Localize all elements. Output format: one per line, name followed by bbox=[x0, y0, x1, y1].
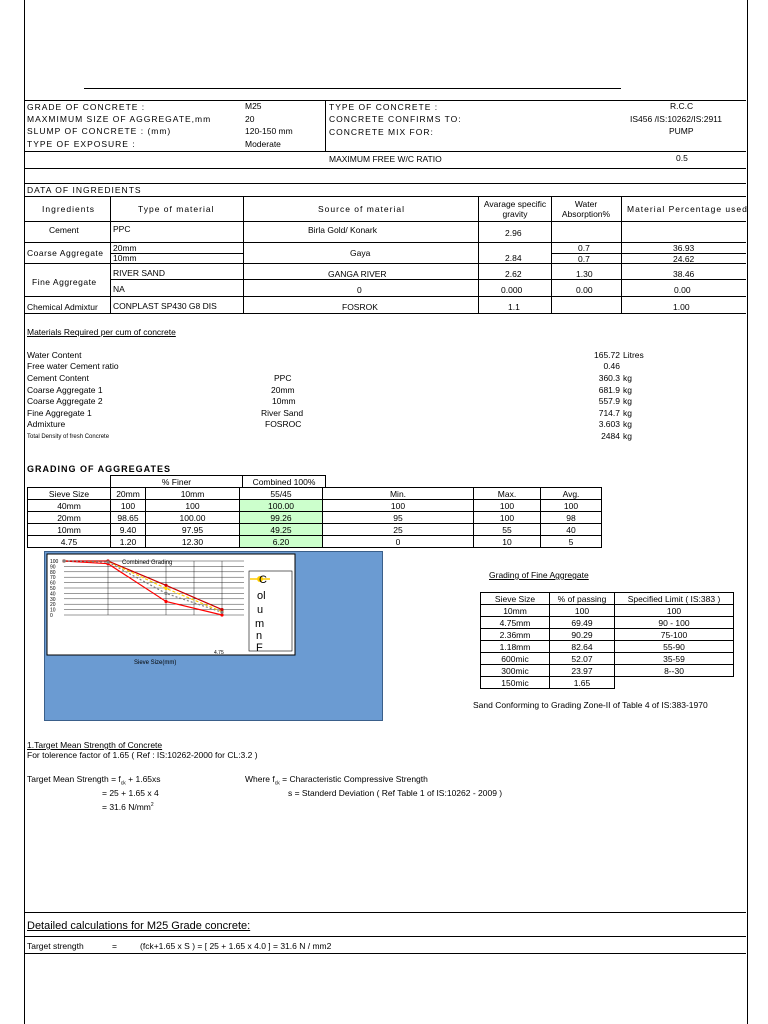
cell: 20mm bbox=[28, 512, 111, 524]
mat-mid: River Sand bbox=[261, 408, 304, 418]
cell: 55-90 bbox=[615, 641, 734, 653]
cell: 100 bbox=[474, 512, 541, 524]
ing-head-sg: Avarage specific gravity bbox=[483, 199, 547, 219]
fine-split-rule bbox=[110, 279, 746, 280]
fine-head: % of passing bbox=[550, 593, 615, 605]
cell: 600mic bbox=[481, 653, 550, 665]
exposure-label: TYPE OF EXPOSURE : bbox=[27, 139, 136, 149]
col-rule-4 bbox=[551, 196, 552, 313]
cell: 10mm bbox=[481, 605, 550, 617]
target-sd: s = Standerd Deviation ( Ref Table 1 of IS:10262 - 2009 ) bbox=[288, 788, 503, 798]
target-where bbox=[245, 774, 428, 789]
fine-row-rule bbox=[24, 296, 746, 297]
materials-title: Materials Required per cum of concrete bbox=[27, 327, 176, 337]
admix-row-rule bbox=[24, 313, 746, 314]
table-row bbox=[481, 617, 734, 629]
table-row bbox=[481, 653, 734, 665]
admix-source: FOSROK bbox=[342, 302, 378, 312]
ingredients-head-rule bbox=[24, 221, 746, 222]
target-result-value: = 31.6 N/mm bbox=[102, 801, 151, 812]
fine-abs: 1.30 bbox=[576, 269, 593, 279]
y-tick-label: 40 bbox=[50, 591, 56, 598]
cell: 69.49 bbox=[550, 617, 615, 629]
cell: 100 bbox=[550, 605, 615, 617]
fine-note: Sand Conforming to Grading Zone-II of Table 4 of IS:383-1970 bbox=[473, 700, 708, 710]
cell: 4.75mm bbox=[481, 617, 550, 629]
cement-name: Cement bbox=[49, 225, 79, 235]
slump-label: SLUMP OF CONCRETE : (mm) bbox=[27, 126, 172, 136]
target-calc: = 25 + 1.65 x 4 bbox=[102, 788, 159, 798]
cell: 300mic bbox=[481, 665, 550, 677]
cell: 5 bbox=[541, 536, 602, 548]
grading-head: 20mm bbox=[111, 488, 146, 500]
cell: 100 bbox=[474, 500, 541, 512]
mat-unit: kg bbox=[623, 419, 632, 429]
chart-title: Combined Grading bbox=[122, 560, 173, 566]
table-row bbox=[481, 665, 734, 677]
mat-value: 681.9 bbox=[598, 385, 620, 395]
wc-label: MAXIMUM FREE W/C RATIO bbox=[329, 154, 442, 164]
cement-source: Birla Gold/ Konark bbox=[308, 225, 377, 235]
cell: 49.25 bbox=[240, 524, 323, 536]
admix-sg: 1.1 bbox=[508, 302, 520, 312]
cell: 99.26 bbox=[240, 512, 323, 524]
table-row bbox=[28, 512, 602, 524]
data-point bbox=[62, 559, 65, 562]
cell: 6.20 bbox=[240, 536, 323, 548]
data-point bbox=[164, 587, 167, 590]
cell: 100 bbox=[541, 500, 602, 512]
target-formula-b: + 1.65xs bbox=[125, 774, 161, 784]
wc-row-rule bbox=[24, 168, 746, 169]
fine-head: Specified Limit ( IS:383 ) bbox=[615, 593, 734, 605]
cell: 100 bbox=[615, 605, 734, 617]
table-row bbox=[481, 677, 734, 689]
mat-label: Admixture bbox=[27, 419, 66, 429]
mat-label: Free water Cement ratio bbox=[27, 361, 119, 371]
table-row bbox=[28, 500, 602, 512]
cell bbox=[615, 677, 734, 689]
fine-sg-2: 0.000 bbox=[501, 285, 523, 295]
fine-source-2: 0 bbox=[357, 285, 362, 295]
grading-table bbox=[27, 487, 602, 548]
cell: 35-59 bbox=[615, 653, 734, 665]
cell: 2.36mm bbox=[481, 629, 550, 641]
data-point bbox=[220, 611, 223, 614]
cell: 9.40 bbox=[111, 524, 146, 536]
grade-label: GRADE OF CONCRETE : bbox=[27, 102, 146, 112]
detail-top-rule bbox=[24, 912, 746, 913]
confirms-label: CONCRETE CONFIRMS TO: bbox=[329, 114, 462, 124]
cell: 10mm bbox=[28, 524, 111, 536]
y-tick-label: 100 bbox=[50, 559, 59, 565]
cell: 1.18mm bbox=[481, 641, 550, 653]
detail-formula: (fck+1.65 x S ) = [ 25 + 1.65 x 4.0 ] = 31.6 N / mm2 bbox=[140, 941, 332, 951]
coarse-abs-10: 0.7 bbox=[578, 254, 590, 264]
max-agg-value: 20 bbox=[245, 114, 255, 124]
fine-pct-2: 0.00 bbox=[674, 285, 691, 295]
grading-head: Max. bbox=[474, 488, 541, 500]
mat-value: 165.72 bbox=[594, 350, 620, 360]
fine-title: Grading of Fine Aggregate bbox=[489, 570, 589, 580]
cell: 98.65 bbox=[111, 512, 146, 524]
cell: 95 bbox=[323, 512, 474, 524]
mat-label: Coarse Aggregate 2 bbox=[27, 396, 103, 406]
header-divider bbox=[325, 100, 326, 152]
target-formula-sub: ck bbox=[120, 780, 126, 787]
cell: 100 bbox=[146, 500, 240, 512]
ingredients-title: DATA OF INGREDIENTS bbox=[27, 185, 142, 195]
grading-head: 55/45 bbox=[240, 488, 323, 500]
mat-label: Cement Content bbox=[27, 373, 89, 383]
target-result-sup: 2 bbox=[150, 802, 154, 808]
ing-head-ingredients: Ingredients bbox=[42, 204, 96, 214]
data-point bbox=[106, 560, 109, 563]
legend-text: n bbox=[256, 630, 263, 642]
header-top-rule bbox=[24, 100, 746, 101]
cell: 97.95 bbox=[146, 524, 240, 536]
cell: 100 bbox=[111, 500, 146, 512]
data-point bbox=[164, 600, 167, 603]
y-tick-label: 70 bbox=[50, 575, 56, 582]
fine-type-river: RIVER SAND bbox=[113, 268, 165, 278]
target-result bbox=[102, 800, 154, 812]
type-label: TYPE OF CONCRETE : bbox=[329, 102, 439, 112]
ing-head-abs: Water Absorption% bbox=[561, 199, 611, 219]
grade-value: M25 bbox=[245, 101, 262, 111]
cell: 100.00 bbox=[240, 500, 323, 512]
mat-label: Coarse Aggregate 1 bbox=[27, 385, 103, 395]
cement-sg: 2.96 bbox=[505, 228, 522, 238]
mat-value: 714.7 bbox=[598, 408, 620, 418]
legend-text: F bbox=[256, 642, 263, 654]
table-row bbox=[28, 536, 602, 548]
target-title: 1.Target Mean Strength of Concrete bbox=[27, 740, 163, 750]
fine-sg: 2.62 bbox=[505, 269, 522, 279]
cell: 98 bbox=[541, 512, 602, 524]
y-tick-label: 60 bbox=[50, 580, 56, 587]
mat-value: 557.9 bbox=[598, 396, 620, 406]
cell: 1.65 bbox=[550, 677, 615, 689]
col-rule-3 bbox=[478, 196, 479, 313]
cell: 150mic bbox=[481, 677, 550, 689]
grading-head: Sieve Size bbox=[28, 488, 111, 500]
admix-pct: 1.00 bbox=[673, 302, 690, 312]
cell: 1.20 bbox=[111, 536, 146, 548]
mat-label: Total Density of fresh Concrete bbox=[27, 434, 110, 440]
table-row bbox=[481, 641, 734, 653]
target-formula-a: Target Mean Strength = f bbox=[27, 774, 121, 784]
target-where-a: Where f bbox=[245, 774, 275, 784]
mat-label: Water Content bbox=[27, 350, 82, 360]
cell: 12.30 bbox=[146, 536, 240, 548]
mix-for-value: PUMP bbox=[669, 126, 694, 136]
col-rule-2 bbox=[243, 196, 244, 313]
fine-source: GANGA RIVER bbox=[328, 269, 387, 279]
y-tick-label: 80 bbox=[50, 569, 56, 576]
ing-head-pct: Material Percentage used bbox=[627, 204, 748, 214]
mat-value: 3.603 bbox=[598, 419, 620, 429]
col-rule-1 bbox=[110, 196, 111, 313]
data-point bbox=[164, 592, 167, 595]
mat-mid: PPC bbox=[274, 373, 292, 383]
y-tick-label: 20 bbox=[50, 602, 56, 609]
cell: 55 bbox=[474, 524, 541, 536]
cell: 40 bbox=[541, 524, 602, 536]
mat-value: 0.46 bbox=[603, 361, 620, 371]
coarse-sg: 2.84 bbox=[505, 253, 522, 263]
data-point bbox=[164, 584, 167, 587]
cell: 90 - 100 bbox=[615, 617, 734, 629]
coarse-pct-20: 36.93 bbox=[673, 243, 695, 253]
fine-abs-2: 0.00 bbox=[576, 285, 593, 295]
mat-mid: 10mm bbox=[272, 396, 296, 406]
grading-head: Avg. bbox=[541, 488, 602, 500]
coarse-row-rule bbox=[24, 263, 746, 264]
mat-unit: Litres bbox=[623, 350, 644, 360]
grading-chart bbox=[44, 551, 382, 721]
fine-table bbox=[480, 592, 734, 689]
mat-label: Fine Aggregate 1 bbox=[27, 408, 92, 418]
legend-text: u bbox=[257, 604, 264, 616]
cell: 40mm bbox=[28, 500, 111, 512]
mat-unit: kg bbox=[623, 396, 632, 406]
cell: 52.07 bbox=[550, 653, 615, 665]
y-tick-label: 0 bbox=[50, 613, 53, 619]
wc-value: 0.5 bbox=[676, 153, 688, 163]
detail-mid-rule bbox=[24, 936, 746, 937]
cell: 100.00 bbox=[146, 512, 240, 524]
detail-title: Detailed calculations for M25 Grade concrete: bbox=[27, 920, 251, 932]
cement-type: PPC bbox=[113, 224, 131, 234]
chart-xlabel: Sieve Size(mm) bbox=[134, 660, 177, 666]
type-value: R.C.C bbox=[670, 101, 694, 111]
mat-mid: FOSROC bbox=[265, 419, 302, 429]
table-row bbox=[481, 629, 734, 641]
target-where-sub: ck bbox=[274, 780, 280, 787]
fine-name: Fine Aggregate bbox=[32, 277, 97, 287]
col-rule-5 bbox=[621, 196, 622, 313]
legend-text: ol bbox=[257, 590, 266, 602]
legend-text: m bbox=[255, 618, 265, 630]
ingredients-top-rule bbox=[24, 196, 746, 197]
y-tick-label: 50 bbox=[50, 586, 56, 592]
pct-finer-header: % Finer bbox=[111, 476, 243, 488]
mat-value: 360.3 bbox=[598, 373, 620, 383]
cell: 0 bbox=[323, 536, 474, 548]
cell: 82.64 bbox=[550, 641, 615, 653]
cell: 90.29 bbox=[550, 629, 615, 641]
detail-label: Target strength bbox=[27, 941, 84, 951]
mat-unit: kg bbox=[623, 385, 632, 395]
mat-mid: 20mm bbox=[271, 385, 295, 395]
mat-unit: kg bbox=[623, 373, 632, 383]
detail-eq: = bbox=[112, 941, 117, 951]
mat-unit: kg bbox=[623, 408, 632, 418]
mat-value: 2484 bbox=[601, 431, 620, 441]
cell: 75-100 bbox=[615, 629, 734, 641]
y-tick-label: 90 bbox=[50, 564, 56, 571]
top-rule bbox=[84, 88, 621, 89]
coarse-type-20: 20mm bbox=[113, 243, 137, 253]
exposure-value: Moderate bbox=[245, 139, 281, 149]
admix-type: CONPLAST SP430 G8 DIS bbox=[113, 301, 217, 311]
detail-bottom-rule bbox=[24, 953, 746, 954]
mix-for-label: CONCRETE MIX FOR: bbox=[329, 127, 434, 137]
cell: 4.75 bbox=[28, 536, 111, 548]
cell: 25 bbox=[323, 524, 474, 536]
coarse-type-10: 10mm bbox=[113, 253, 137, 263]
y-tick-label: 10 bbox=[50, 607, 56, 614]
cell: 10 bbox=[474, 536, 541, 548]
target-tolerance: For tolerence factor of 1.65 ( Ref : IS:10262-2000 for CL:3.2 ) bbox=[27, 750, 258, 760]
target-where-b: = Characteristic Compressive Strength bbox=[279, 774, 428, 784]
blank-row-rule bbox=[24, 183, 746, 184]
coarse-source: Gaya bbox=[350, 248, 371, 258]
slump-value: 120-150 mm bbox=[245, 126, 293, 136]
ing-head-source: Source of material bbox=[318, 204, 405, 214]
grading-head: Min. bbox=[323, 488, 474, 500]
confirms-value: IS456 /IS:10262/IS:2911 bbox=[630, 114, 722, 124]
chart-x-tick: 4.75 bbox=[214, 650, 224, 656]
coarse-abs-20: 0.7 bbox=[578, 243, 590, 253]
table-row bbox=[481, 605, 734, 617]
coarse-name: Coarse Aggregate bbox=[27, 248, 104, 258]
admix-name: Chemical Admixtur bbox=[27, 302, 98, 312]
y-tick-label: 30 bbox=[50, 596, 56, 603]
combined-header: Combined 100% bbox=[243, 476, 326, 488]
cell: 23.97 bbox=[550, 665, 615, 677]
mat-unit: kg bbox=[623, 431, 632, 441]
header-mid-rule bbox=[24, 151, 746, 152]
coarse-pct-10: 24.62 bbox=[673, 254, 695, 264]
legend-text: C bbox=[259, 574, 267, 586]
cell: 8--30 bbox=[615, 665, 734, 677]
fine-pct: 38.46 bbox=[673, 269, 695, 279]
table-row bbox=[28, 524, 602, 536]
cell: 100 bbox=[323, 500, 474, 512]
fine-header-row bbox=[481, 593, 734, 605]
target-formula bbox=[27, 774, 161, 789]
grading-head: 10mm bbox=[146, 488, 240, 500]
fine-type-na: NA bbox=[113, 284, 125, 294]
fine-head: Sieve Size bbox=[481, 593, 550, 605]
grading-title: GRADING OF AGGREGATES bbox=[27, 464, 172, 474]
grading-header-row bbox=[28, 488, 602, 500]
max-agg-label: MAXMIMUM SIZE OF AGGREGATE,mm bbox=[27, 114, 212, 124]
ing-head-type: Type of material bbox=[138, 204, 215, 214]
